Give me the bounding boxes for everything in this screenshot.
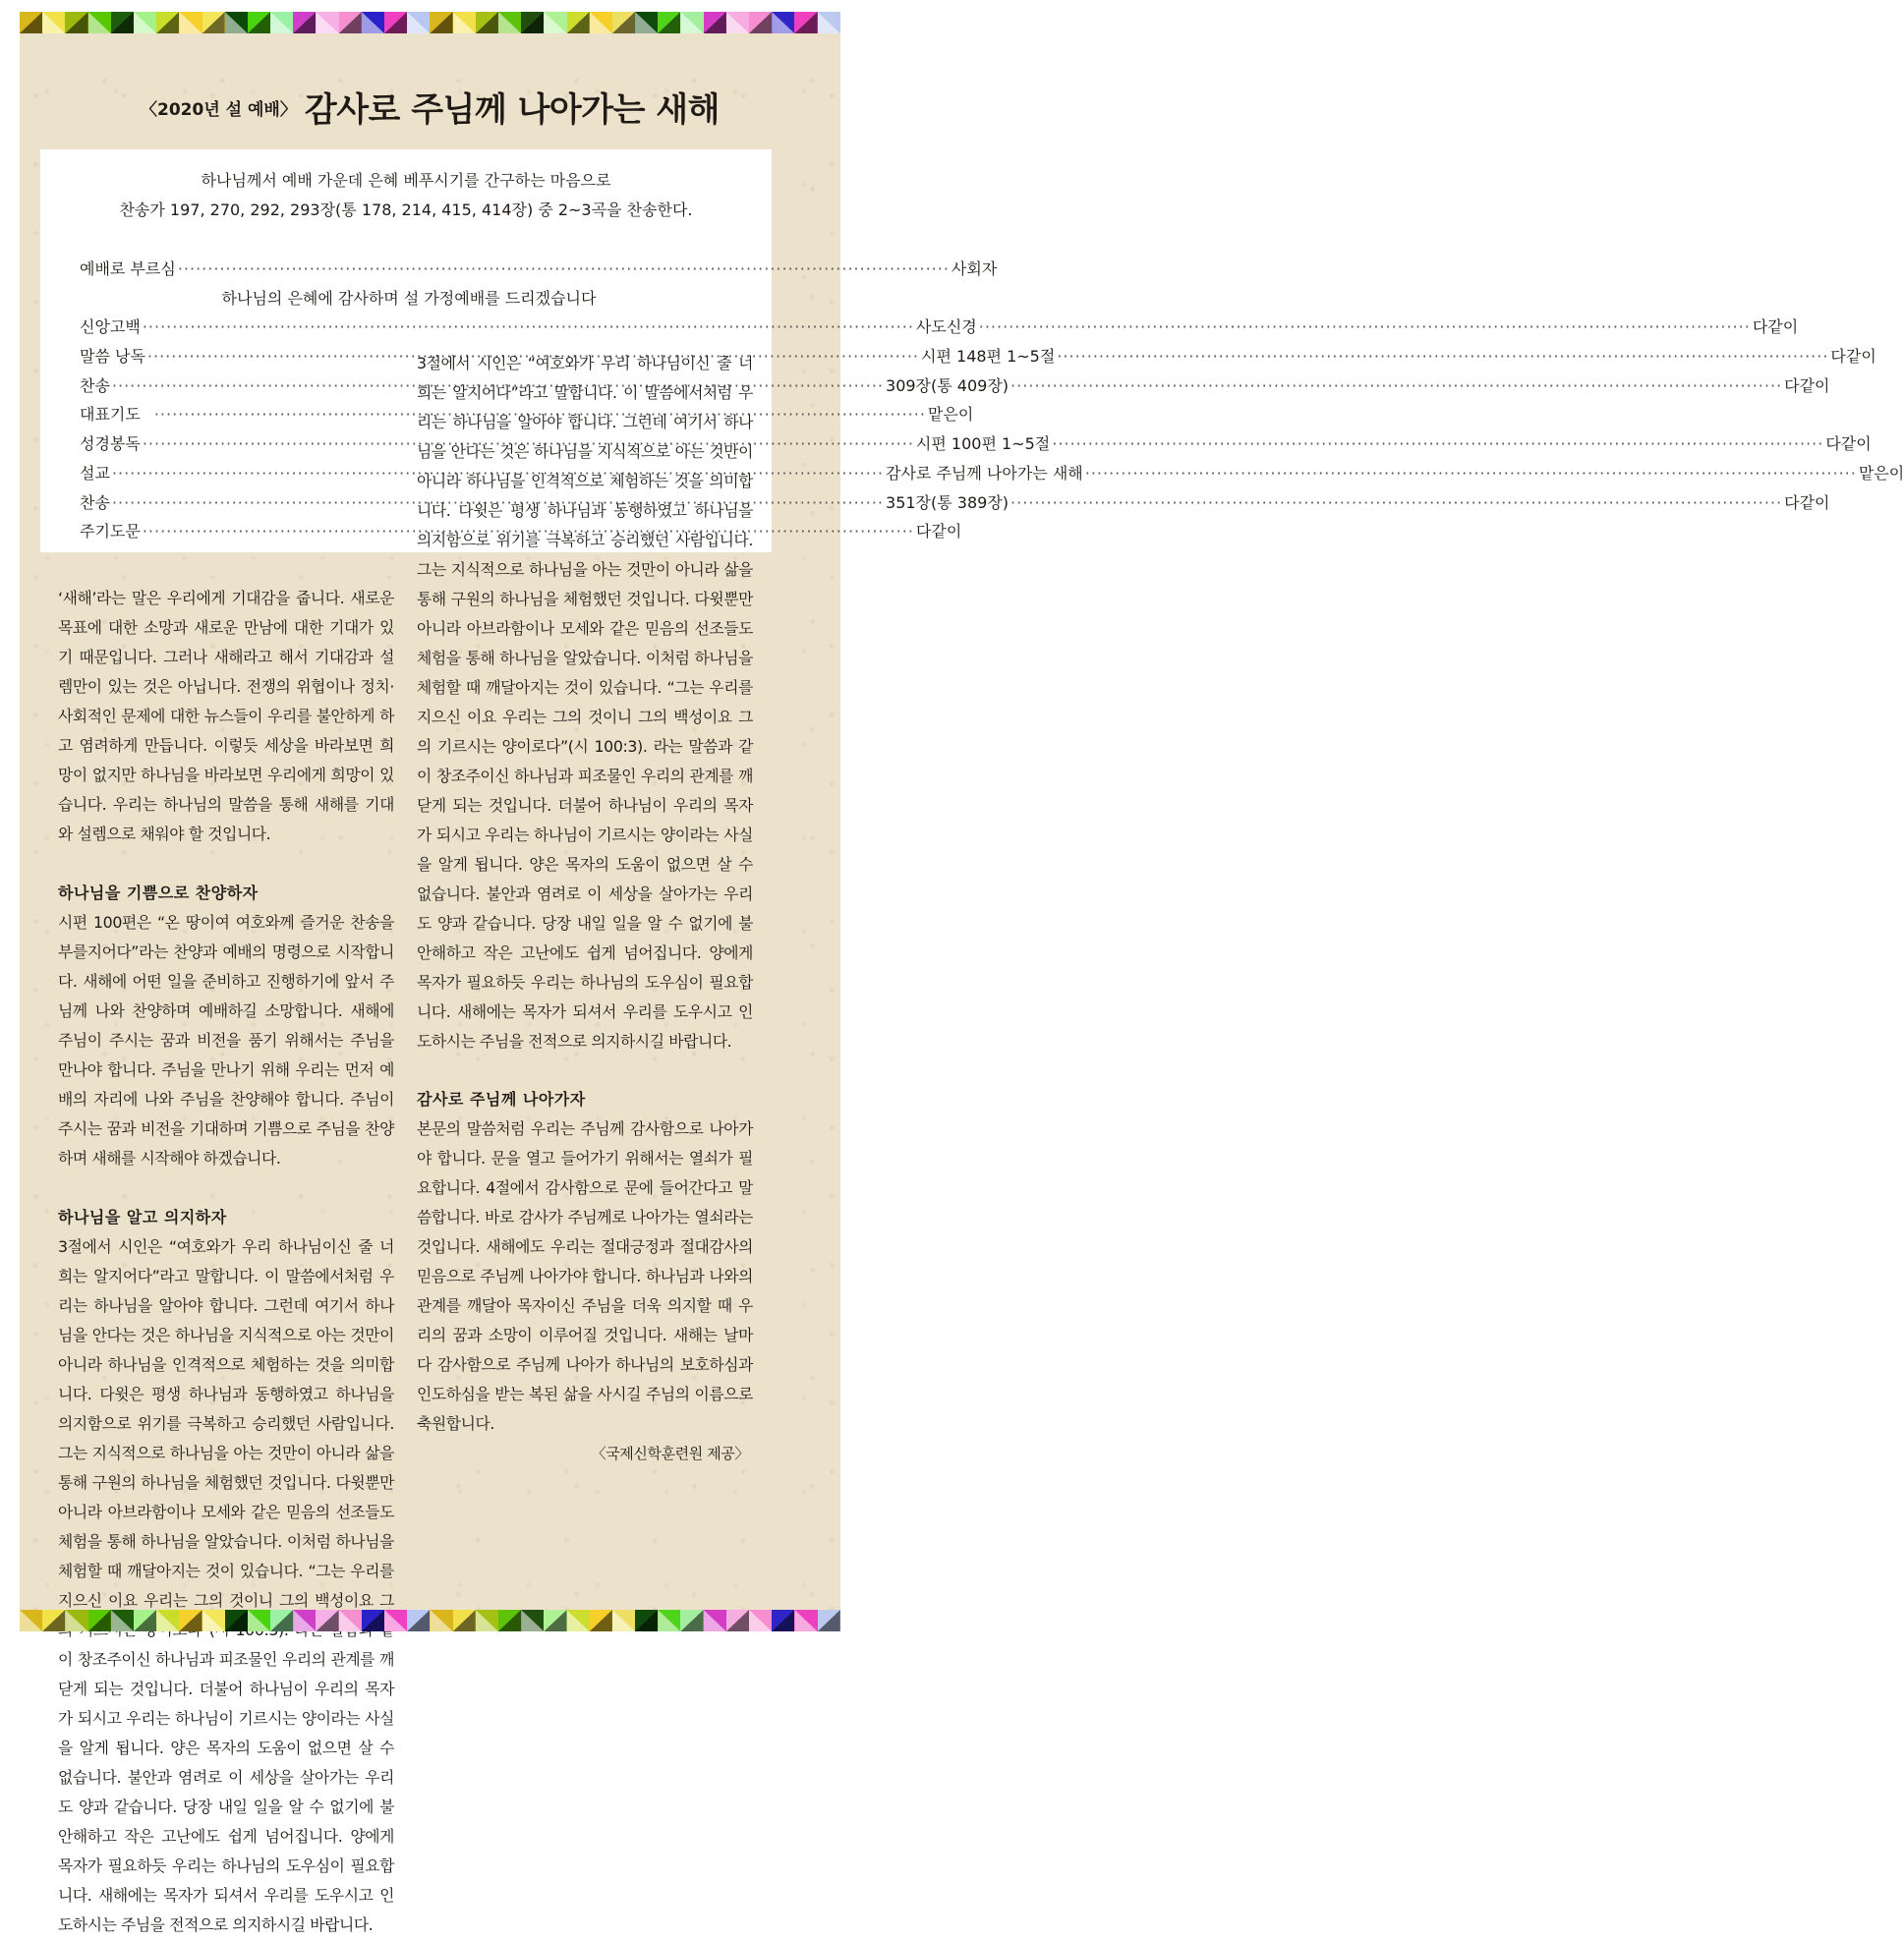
band-segment bbox=[749, 1610, 772, 1631]
band-segment bbox=[293, 12, 316, 33]
decorative-bottom-band bbox=[20, 1610, 840, 1631]
band-segment bbox=[590, 1610, 612, 1631]
section-heading: 하나님을 알고 의지하자 bbox=[58, 1208, 227, 1227]
band-segment bbox=[362, 12, 384, 33]
order-leader: 다같이 bbox=[915, 522, 962, 542]
leader-dots bbox=[178, 255, 950, 283]
band-segment bbox=[179, 1610, 202, 1631]
band-segment bbox=[476, 1610, 498, 1631]
article-column-left bbox=[58, 584, 394, 1934]
band-segment bbox=[453, 1610, 476, 1631]
order-label: 주기도문 bbox=[80, 522, 141, 542]
leader-dots bbox=[1057, 342, 1828, 371]
band-segment bbox=[111, 1610, 134, 1631]
band-segment bbox=[134, 1610, 156, 1631]
band-segment bbox=[430, 1610, 452, 1631]
band-segment bbox=[567, 12, 590, 33]
band-segment bbox=[156, 1610, 179, 1631]
article-credit: 〈국제신학훈련원 제공〉 bbox=[591, 1445, 749, 1462]
intro-text bbox=[40, 166, 772, 225]
band-segment bbox=[316, 12, 338, 33]
band-segment bbox=[430, 12, 452, 33]
band-segment bbox=[42, 12, 65, 33]
band-segment bbox=[65, 1610, 87, 1631]
band-segment bbox=[453, 12, 476, 33]
band-segment bbox=[726, 1610, 749, 1631]
order-label: 성경봉독 bbox=[80, 434, 141, 454]
order-label: 예배로 부르심 bbox=[80, 259, 176, 278]
order-label: 설교 bbox=[80, 463, 110, 483]
band-segment bbox=[772, 12, 794, 33]
band-segment bbox=[20, 1610, 42, 1631]
band-segment bbox=[339, 1610, 362, 1631]
order-label: 말씀 낭독 bbox=[80, 347, 145, 367]
band-segment bbox=[270, 12, 293, 33]
decorative-top-band bbox=[20, 12, 840, 33]
order-leader: 사회자 bbox=[951, 259, 998, 278]
band-segment bbox=[704, 1610, 726, 1631]
band-segment bbox=[704, 12, 726, 33]
order-item: 309장(통 409장) bbox=[886, 375, 1010, 395]
band-segment bbox=[225, 1610, 248, 1631]
leader-dots bbox=[1085, 459, 1857, 487]
order-item: 351장(통 389장) bbox=[886, 492, 1010, 512]
intro-line: 하나님께서 예배 가운데 은혜 베푸시기를 간구하는 마음으로 bbox=[201, 171, 611, 190]
leader-dots bbox=[143, 313, 914, 341]
band-segment bbox=[612, 12, 635, 33]
band-segment bbox=[680, 12, 703, 33]
band-segment bbox=[384, 12, 407, 33]
worship-guide-page bbox=[20, 12, 1904, 1934]
band-segment bbox=[772, 1610, 794, 1631]
band-segment bbox=[818, 1610, 840, 1631]
order-leader: 맡은이 bbox=[1858, 463, 1904, 483]
band-segment bbox=[498, 12, 521, 33]
band-segment bbox=[339, 12, 362, 33]
section-heading: 감사로 주님께 나아가자 bbox=[417, 1090, 586, 1109]
article-paragraph: 본문의 말씀처럼 우리는 주님께 감사함으로 나아가야 합니다. 문을 열고 들어가기 위해서는 열쇠가 필요합니다. 4절에서 감사함으로 문에 들어간다고 말씀합니다. 바로 감사가 주님께로 나아가는 열쇠라는 것입니다. 새해에도 우리는 절대긍정과 절대감사의 믿음으로 주님께 나아가야 합니다. 하나님과 나와의 관계를 깨달아 목자이신 주님을 더욱 의지할 때 우리의 꿈과 소망이 이루어질 것입니다. 새해는 날마다 감사함으로 주님께 나아가 하나님의 보호하심과 인도하심을 받는 복된 삶을 사시길 주님의 이름으로 축원합니다. bbox=[417, 1119, 753, 1433]
order-leader: 다같이 bbox=[1825, 434, 1872, 454]
article-column-right bbox=[417, 354, 753, 1468]
band-segment bbox=[544, 12, 566, 33]
order-leader: 맡은이 bbox=[927, 405, 974, 425]
band-segment bbox=[818, 12, 840, 33]
leader-dots bbox=[1010, 488, 1782, 517]
order-row-creed bbox=[80, 313, 1799, 342]
band-segment bbox=[794, 1610, 817, 1631]
band-segment bbox=[248, 12, 270, 33]
order-leader: 다같이 bbox=[1830, 347, 1876, 367]
band-segment bbox=[521, 1610, 544, 1631]
band-segment bbox=[567, 1610, 590, 1631]
band-segment bbox=[202, 1610, 225, 1631]
band-segment bbox=[407, 1610, 430, 1631]
page-title bbox=[20, 83, 840, 131]
band-segment bbox=[658, 12, 680, 33]
band-segment bbox=[88, 12, 111, 33]
band-segment bbox=[65, 12, 87, 33]
band-segment bbox=[384, 1610, 407, 1631]
band-segment bbox=[658, 1610, 680, 1631]
title-prefix: 〈2020년 설 예배〉 bbox=[141, 100, 297, 120]
band-segment bbox=[794, 12, 817, 33]
leader-dots bbox=[1010, 371, 1782, 400]
leader-dots bbox=[979, 313, 1751, 341]
article-paragraph-continued-text: 3절에서 시인은 “여호와가 우리 하나님이신 줄 너희는 알지어다”라고 말합니다. 이 말씀에서처럼 우리는 하나님을 알아야 합니다. 그런데 여기서 하나님을 안다는 것은 하나님을 지식적으로 아는 것만이 아니라 하나님을 인격적으로 체험하는 것을 의미합니다. 다윗은 평생 하나님과 동행하였고 하나님을 의지함으로 위기를 극복하고 승리했던 사람입니다. 그는 지식적으로 하나님을 아는 것만이 아니라 삶을 통해 구원의 하나님을 체험했던 것입니다. 다윗뿐만 아니라 아브라함이나 모세와 같은 믿음의 선조들도 체험을 통해 하나님을 알았습니다. 이처럼 하나님을 체험할 때 깨달아지는 것이 있습니다. “그는 우리를 지으신 이요 우리는 그의 것이니 그의 백성이요 그의 기르시는 양이로다”(시 100:3). 라는 말씀과 같이 창조주이신 하나님과 피조물인 우리의 관계를 깨닫게 되는 것입니다. 더불어 하나님이 우리의 목자가 되시고 우리는 하나님이 기르시는 양이라는 사실을 알게 됩니다. 양은 목자의 도움이 없으면 살 수 없습니다. 불안과 염려로 이 세상을 살아가는 우리도 양과 같습니다. 당장 내일 일을 알 수 없기에 불안해하고 작은 고난에도 쉽게 넘어집니다. 양에게 목자가 필요하듯 우리는 하나님의 도우심이 필요합니다. 새해에는 목자가 되셔서 우리를 도우시고 인도하시는 주님을 전적으로 의지하시길 바랍니다. bbox=[417, 354, 753, 1051]
section-heading: 하나님을 기쁨으로 찬양하자 bbox=[58, 884, 259, 902]
order-leader: 다같이 bbox=[1752, 317, 1799, 337]
intro-line: 찬송가 197, 270, 292, 293장(통 178, 214, 415, 414장) 중 2~3곡을 찬송한다. bbox=[119, 200, 693, 219]
band-segment bbox=[635, 1610, 658, 1631]
band-segment bbox=[680, 1610, 703, 1631]
leader-dots bbox=[1052, 429, 1823, 458]
order-label: 찬송 bbox=[80, 492, 110, 512]
order-row-call bbox=[80, 255, 998, 284]
order-label: 대표기도 bbox=[80, 405, 141, 425]
band-segment bbox=[20, 12, 42, 33]
order-label: 찬송 bbox=[80, 375, 110, 395]
band-segment bbox=[270, 1610, 293, 1631]
call-to-worship-text: 하나님의 은혜에 감사하며 설 가정예배를 드리겠습니다 bbox=[221, 288, 597, 308]
article-paragraph: 시편 100편은 “온 땅이여 여호와께 즐거운 찬송을 부를지어다”라는 찬양과 예배의 명령으로 시작합니다. 새해에 어떤 일을 준비하고 진행하기에 앞서 주님께 나와 찬양하며 예배하길 소망합니다. 새해에 주님이 주시는 꿈과 비전을 품기 위해서는 주님을 만나야 합니다. 주님을 만나기 위해 우리는 먼저 예배의 자리에 나와 주님을 찬양해야 합니다. 주님이 주시는 꿈과 비전을 기대하며 기쁨으로 주님을 찬양하며 새해를 시작해야 하겠습니다. bbox=[58, 913, 394, 1168]
band-segment bbox=[521, 12, 544, 33]
order-item: 감사로 주님께 나아가는 새해 bbox=[886, 463, 1083, 483]
band-segment bbox=[590, 12, 612, 33]
band-segment bbox=[498, 1610, 521, 1631]
band-segment bbox=[111, 12, 134, 33]
article-paragraph: ‘새해’라는 말은 우리에게 기대감을 줍니다. 새로운 목표에 대한 소망과 새로운 만남에 대한 기대가 있기 때문입니다. 그러나 새해라고 해서 기대감과 설렘만이 있는 것은 아닙니다. 전쟁의 위협이나 정치·사회적인 문제에 대한 뉴스들이 우리를 불안하게 하고 염려하게 만듭니다. 이렇듯 세상을 바라보면 희망이 없지만 하나님을 바라보면 우리에게 희망이 있습니다. 우리는 하나님의 말씀을 통해 새해를 기대와 설렘으로 채워야 할 것입니다. bbox=[58, 589, 394, 843]
order-item: 사도신경 bbox=[915, 317, 977, 337]
band-segment bbox=[362, 1610, 384, 1631]
band-segment bbox=[407, 12, 430, 33]
band-segment bbox=[749, 12, 772, 33]
article-paragraph: 3절에서 시인은 “여호와가 우리 하나님이신 줄 너희는 알지어다”라고 말합니다. 이 말씀에서처럼 우리는 하나님을 알아야 합니다. 그런데 여기서 하나님을 안다는 것은 하나님을 지식적으로 아는 것만이 아니라 하나님을 인격적으로 체험하는 것을 의미합니다. 다윗은 평생 하나님과 동행하였고 하나님을 의지함으로 위기를 극복하고 승리했던 사람입니다. 그는 지식적으로 하나님을 아는 것만이 아니라 삶을 통해 구원의 하나님을 체험했던 것입니다. 다윗뿐만 아니라 아브라함이나 모세와 같은 믿음의 선조들도 체험을 통해 하나님을 알았습니다. 이처럼 하나님을 체험할 때 깨달아지는 것이 있습니다. “그는 우리를 지으신 이요 우리는 그의 것이니 그의 백성이요 그 이 창조주이신 하나님과 피조물인 우리의 관계를 깨닫게 되는 것입니다. 더불어 하나님이 우리의 목자가 되시고 우리는 하나님이 기르시는 양이라는 사실을 알게 됩니다. 양은 목자의 도움이 없으면 살 수 없습니다. 불안과 염려로 이 세상을 살아가는 우리도 양과 같습니다. 당장 내일 일을 알 수 없기에 불안해하고 작은 고난에도 쉽게 넘어집니다. 양에게 목자가 필요하듯 우리는 하나님의 도우심이 필요합니다. 새해에는 목자가 되셔서 우리를 도우시고 인도하시는 주님을 전적으로 의지하시길 바랍니다. bbox=[58, 1237, 394, 1934]
title-main: 감사로 주님께 나아가는 새해 bbox=[304, 90, 720, 130]
band-segment bbox=[179, 12, 202, 33]
band-segment bbox=[156, 12, 179, 33]
band-segment bbox=[476, 12, 498, 33]
band-segment bbox=[293, 1610, 316, 1631]
band-segment bbox=[635, 12, 658, 33]
order-leader: 다같이 bbox=[1784, 492, 1830, 512]
order-item: 시편 100편 1~5절 bbox=[915, 434, 1051, 454]
article-paragraph-continued bbox=[417, 354, 753, 1056]
band-segment bbox=[202, 12, 225, 33]
band-segment bbox=[612, 1610, 635, 1631]
band-segment bbox=[88, 1610, 111, 1631]
band-segment bbox=[726, 12, 749, 33]
order-label: 신앙고백 bbox=[80, 317, 141, 337]
band-segment bbox=[248, 1610, 270, 1631]
band-segment bbox=[316, 1610, 338, 1631]
band-segment bbox=[134, 12, 156, 33]
band-segment bbox=[42, 1610, 65, 1631]
order-item: 시편 148편 1~5절 bbox=[921, 347, 1056, 367]
band-segment bbox=[225, 12, 248, 33]
band-segment bbox=[544, 1610, 566, 1631]
order-leader: 다같이 bbox=[1784, 375, 1830, 395]
